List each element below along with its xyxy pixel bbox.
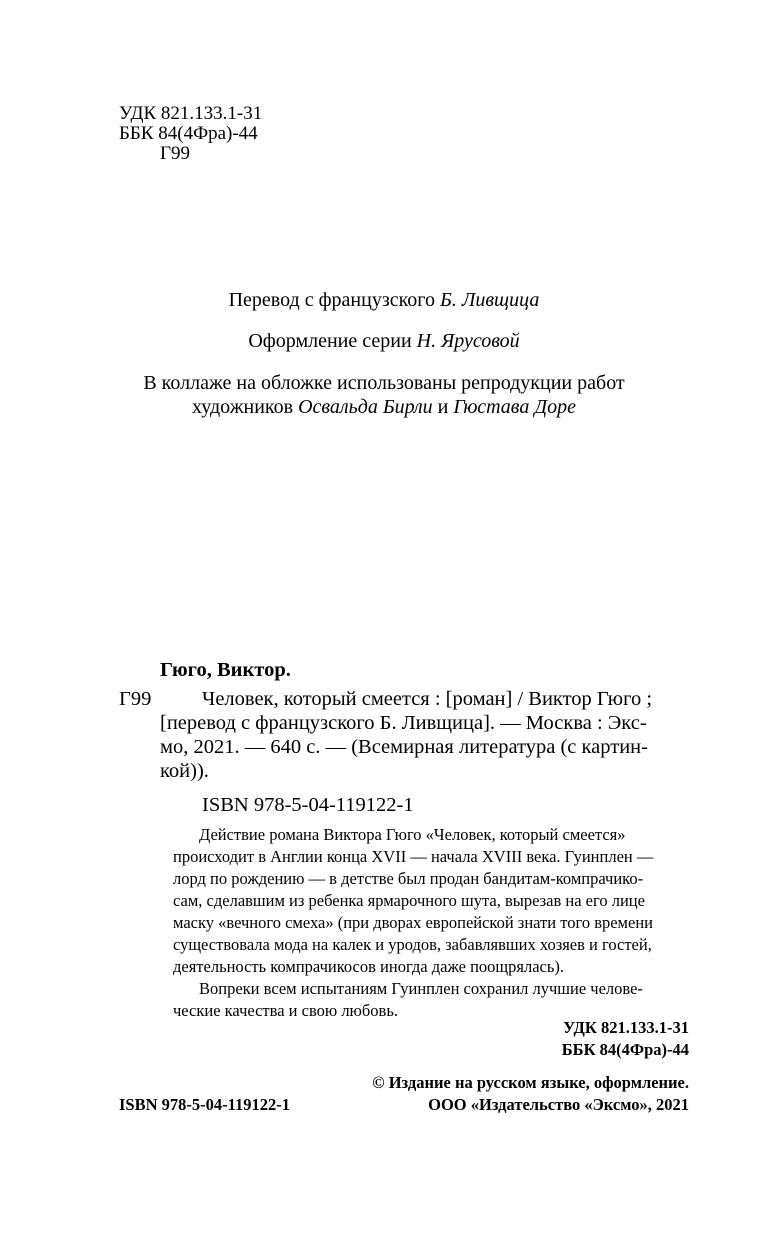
catalog-desc-line-2: [перевод с французского Б. Ливщица]. — Москва : Экс- xyxy=(160,712,647,734)
annotation-line-7: деятельность компрачикосов иногда даже поощрялась). xyxy=(173,957,564,976)
annotation-line-3: лорд по рождению — в детстве был продан бандитам-компрачико- xyxy=(173,869,644,888)
collage-credit-line-1: В коллаже на обложке использованы репродукции работ xyxy=(143,372,625,394)
catalog-desc-line-4: кой)). xyxy=(160,760,209,782)
annotation-line-5: маску «вечного смеха» (при дворах европейской знати того времени xyxy=(173,913,653,932)
annotation-p2-line-1: Вопреки всем испытаниям Гуинплен сохранил лучшие челове- xyxy=(199,979,643,998)
catalog-author: Гюго, Виктор. xyxy=(160,659,291,681)
annotation-line-4: сам, сделавшим из ребенка ярмарочного шута, вырезав на его лице xyxy=(173,891,645,910)
copyright-line-2: ООО «Издательство «Эксмо», 2021 xyxy=(428,1095,689,1114)
udk-code-top: УДК 821.133.1-31 xyxy=(119,103,263,124)
annotation-line-1: Действие романа Виктора Гюго «Человек, который смеется» xyxy=(199,825,626,844)
copyright-line-1: © Издание на русском языке, оформление. xyxy=(372,1073,689,1092)
catalog-author-mark: Г99 xyxy=(119,688,152,710)
author-mark-top: Г99 xyxy=(160,143,190,164)
collage-credit-line-2: художников Освальда Бирли и Гюстава Доре xyxy=(192,396,576,418)
bbk-code-top: ББК 84(4Фра)-44 xyxy=(119,123,258,144)
translation-credit: Перевод с французского Б. Ливщица xyxy=(228,289,540,311)
catalog-isbn: ISBN 978-5-04-119122-1 xyxy=(202,794,414,816)
artist-name-2: Гюстава Доре xyxy=(453,396,576,418)
catalog-desc-line-3: мо, 2021. — 640 с. — (Всемирная литература (с картин- xyxy=(160,736,648,758)
translator-name: Б. Ливщица xyxy=(440,289,540,311)
catalog-desc-line-1: Человек, который смеется : [роман] / Виктор Гюго ; xyxy=(202,688,653,710)
annotation-p2-line-2: ческие качества и свою любовь. xyxy=(173,1001,398,1020)
udk-code-bottom: УДК 821.133.1-31 xyxy=(563,1018,689,1037)
annotation-line-2: происходит в Англии конца XVII — начала XVIII века. Гуинплен — xyxy=(173,847,654,866)
series-design-credit: Оформление серии Н. Ярусовой xyxy=(248,330,520,352)
artist-name-1: Освальда Бирли xyxy=(298,396,433,418)
annotation-line-6: существовала мода на калек и уродов, забавлявших хозяев и гостей, xyxy=(173,935,652,954)
bbk-code-bottom: ББК 84(4Фра)-44 xyxy=(561,1040,689,1059)
designer-name: Н. Ярусовой xyxy=(416,330,520,352)
isbn-bottom: ISBN 978-5-04-119122-1 xyxy=(119,1095,290,1114)
